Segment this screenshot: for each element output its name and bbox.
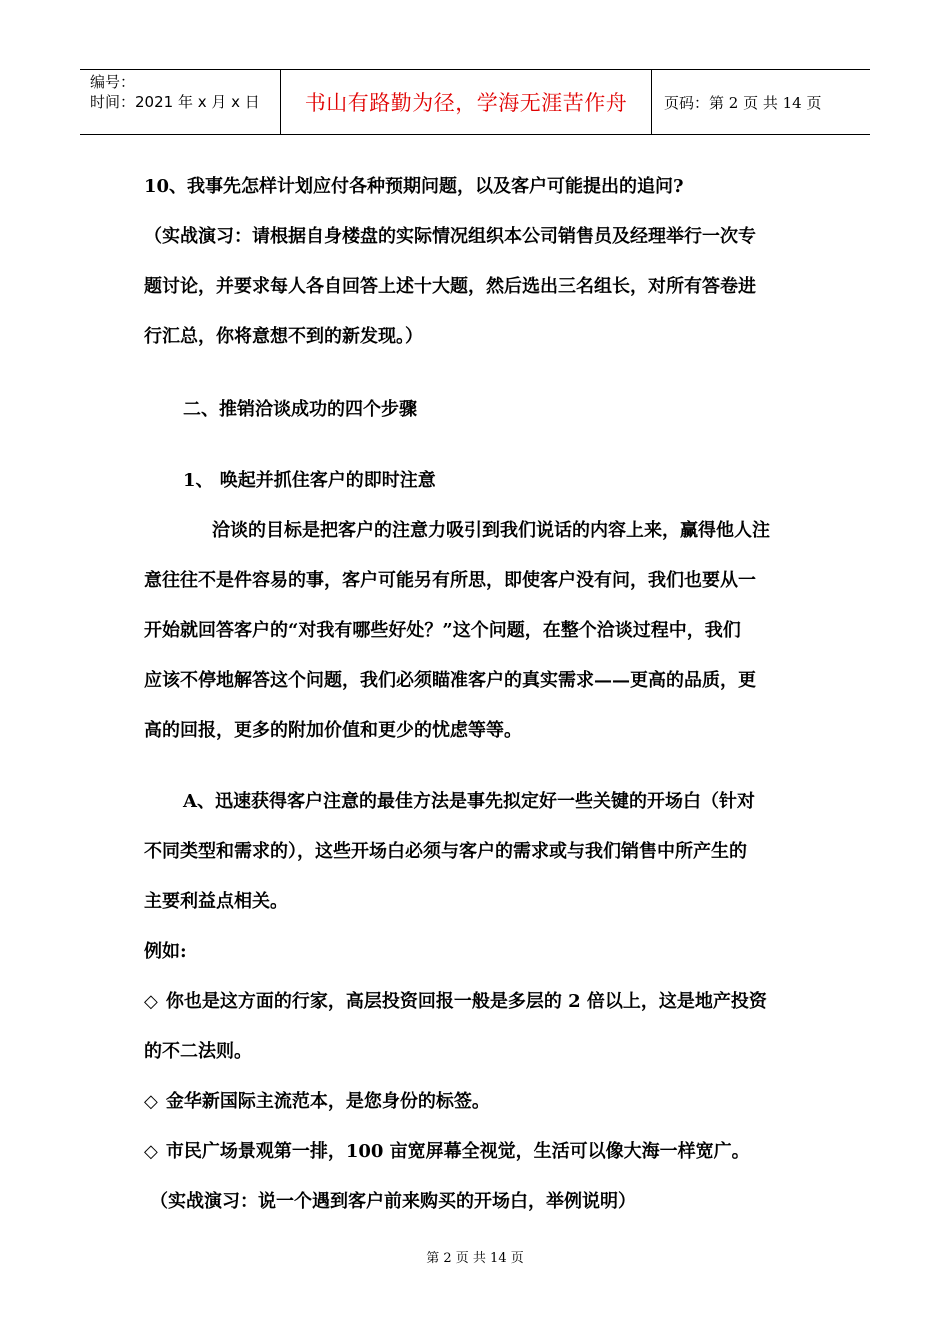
time-label: 时间：2021 年 x 月 x 日 — [90, 93, 260, 111]
paragraph-line: 意往往不是件容易的事，客户可能另有所思，即使客户没有问，我们也要从一 — [144, 570, 756, 591]
point-a-line: 主要利益点相关。 — [144, 891, 288, 912]
diamond-bullet-icon: ◇ — [144, 1141, 158, 1162]
paragraph-line: 洽谈的目标是把客户的注意力吸引到我们说话的内容上来，赢得他人注 — [212, 520, 770, 541]
section-heading: 二、推销洽谈成功的四个步骤 — [183, 399, 417, 420]
header-meta — [80, 70, 281, 134]
code-label: 编号： — [90, 73, 136, 91]
step-1-heading: 1、 唤起并抓住客户的即时注意 — [183, 470, 436, 491]
diamond-bullet-icon: ◇ — [144, 1091, 158, 1112]
diamond-bullet-icon: ◇ — [144, 991, 158, 1012]
question-10: 10、我事先怎样计划应付各种预期问题，以及客户可能提出的追问? — [144, 176, 684, 197]
example-item-continued: 的不二法则。 — [144, 1041, 252, 1062]
point-a-line: 不同类型和需求的），这些开场白必须与客户的需求或与我们销售中所产生的 — [144, 841, 747, 862]
example-item — [144, 987, 767, 1013]
example-item — [144, 1137, 750, 1163]
example-item — [144, 1087, 490, 1113]
example-text: 你也是这方面的行家，高层投资回报一般是多层的 2 倍以上，这是地产投资 — [165, 991, 767, 1012]
page-header — [80, 69, 870, 135]
point-a-line: A、迅速获得客户注意的最佳方法是事先拟定好一些关键的开场白（针对 — [183, 791, 755, 812]
paragraph-line: 开始就回答客户的“对我有哪些好处？”这个问题，在整个洽谈过程中，我们 — [144, 620, 741, 641]
paragraph-line: 应该不停地解答这个问题，我们必须瞄准客户的真实需求——更高的品质，更 — [144, 670, 756, 691]
paragraph-line: 高的回报，更多的附加价值和更少的忧虑等等。 — [144, 720, 522, 741]
example-label: 例如: — [144, 941, 187, 962]
header-motto: 书山有路勤为径，学海无涯苦作舟 — [281, 70, 652, 134]
example-text: 市民广场景观第一排，100 亩宽屏幕全视觉，生活可以像大海一样宽广。 — [165, 1141, 750, 1162]
page-footer: 第 2 页 共 14 页 — [426, 1251, 524, 1266]
example-text: 金华新国际主流范本，是您身份的标签。 — [165, 1091, 490, 1112]
practice-note-line-3: 行汇总，你将意想不到的新发现。） — [144, 326, 423, 347]
practice-note: （实战演习：说一个遇到客户前来购买的开场白，举例说明） — [150, 1191, 636, 1212]
header-page-info: 页码：第 2 页 共 14 页 — [664, 93, 822, 112]
practice-note-line-2: 题讨论，并要求每人各自回答上述十大题，然后选出三名组长，对所有答卷进 — [144, 276, 756, 297]
practice-note-line-1: （实战演习：请根据自身楼盘的实际情况组织本公司销售员及经理举行一次专 — [144, 226, 756, 247]
